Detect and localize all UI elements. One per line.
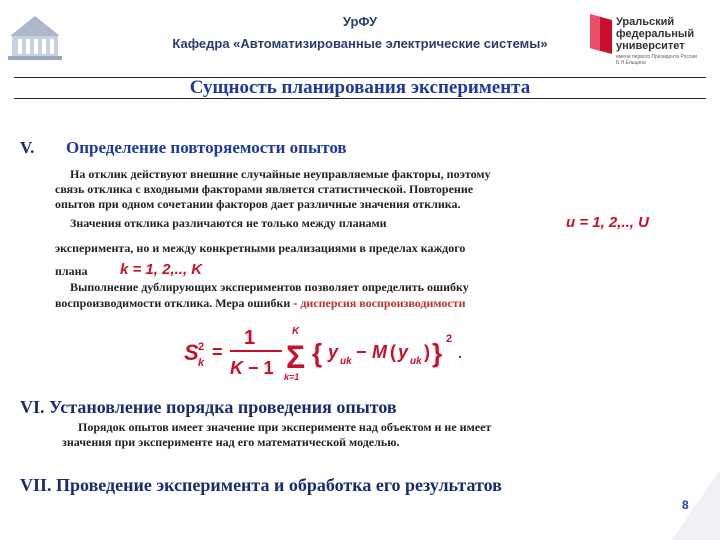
- svg-text:− 1: − 1: [248, 358, 274, 378]
- svg-text:=: =: [212, 342, 223, 362]
- section-title: VII. Проведение эксперимента и обработка его результатов: [20, 475, 502, 495]
- university-name: Уральский федеральный университет: [616, 16, 695, 52]
- department-name: Кафедра «Автоматизированные электрические системы»: [172, 36, 548, 51]
- svg-text:−: −: [356, 342, 367, 362]
- svg-text:): ): [424, 342, 430, 362]
- page-number: 8: [682, 498, 689, 512]
- paragraph-line: связь отклика с входными факторами является статистической. Повторение: [55, 182, 474, 196]
- paragraph-line: Порядок опытов имеет значение при эксперименте над объектом и не имеет: [78, 420, 492, 434]
- slide-header: [0, 0, 720, 76]
- svg-text:y: y: [328, 342, 339, 362]
- svg-text:uk: uk: [410, 356, 422, 367]
- svg-text:K: K: [230, 358, 243, 378]
- svg-text:Σ: Σ: [286, 339, 306, 375]
- svg-text:(: (: [390, 342, 396, 362]
- slide-title: Сущность планирования эксперимента: [14, 77, 706, 99]
- svg-text:M: M: [372, 342, 387, 362]
- paragraph-line: Выполнение дублирующих экспериментов позволяет определить ошибку: [70, 280, 469, 294]
- svg-text:1: 1: [244, 327, 256, 349]
- paragraph-line: воспроизводимости отклика. Мера ошибки - дисперсия воспроизводимости: [55, 296, 466, 310]
- svg-text:uk: uk: [340, 356, 352, 367]
- paragraph-line: эксперимента, но и между конкретными реализациями в пределах каждого: [55, 241, 466, 255]
- svg-text:S: S: [184, 340, 199, 365]
- svg-text:}: }: [432, 338, 443, 368]
- u-range-formula: u = 1, 2,.., U: [566, 214, 649, 231]
- university-subtitle: имени первого Президента России Б.Н.Ельцина: [616, 54, 697, 66]
- svg-text:2: 2: [446, 333, 453, 345]
- svg-text:k: k: [198, 357, 205, 369]
- svg-text:k=1: k=1: [284, 372, 300, 382]
- paragraph-line: значения при эксперименте над его математической моделью.: [62, 435, 400, 449]
- svg-text:{: {: [312, 338, 323, 368]
- k-range-formula: k = 1, 2,.., K: [120, 261, 203, 278]
- svg-text:K: K: [292, 326, 300, 337]
- highlight-term: дисперсия воспроизводимости: [300, 296, 466, 310]
- urfu-brand-logo-icon: [590, 14, 612, 54]
- section-title: VI. Установление порядка проведения опытов: [20, 397, 397, 417]
- section-title: Определение повторяемости опытов: [66, 138, 347, 157]
- paragraph-line: плана: [55, 264, 88, 278]
- corner-accent-icon: [672, 470, 720, 540]
- variance-formula: [180, 322, 470, 382]
- svg-text:2: 2: [198, 341, 205, 353]
- section-number: V.: [20, 138, 35, 157]
- org-name: УрФУ: [342, 14, 378, 29]
- paragraph-line: На отклик действуют внешние случайные неуправляемые факторы, поэтому: [70, 167, 491, 181]
- svg-text:y: y: [398, 342, 409, 362]
- paragraph-line: Значения отклика различаются не только между планами: [70, 216, 387, 230]
- paragraph-line: опытов при одном сочетании факторов дает различные значения отклика.: [55, 197, 461, 211]
- svg-text:.: .: [458, 345, 462, 361]
